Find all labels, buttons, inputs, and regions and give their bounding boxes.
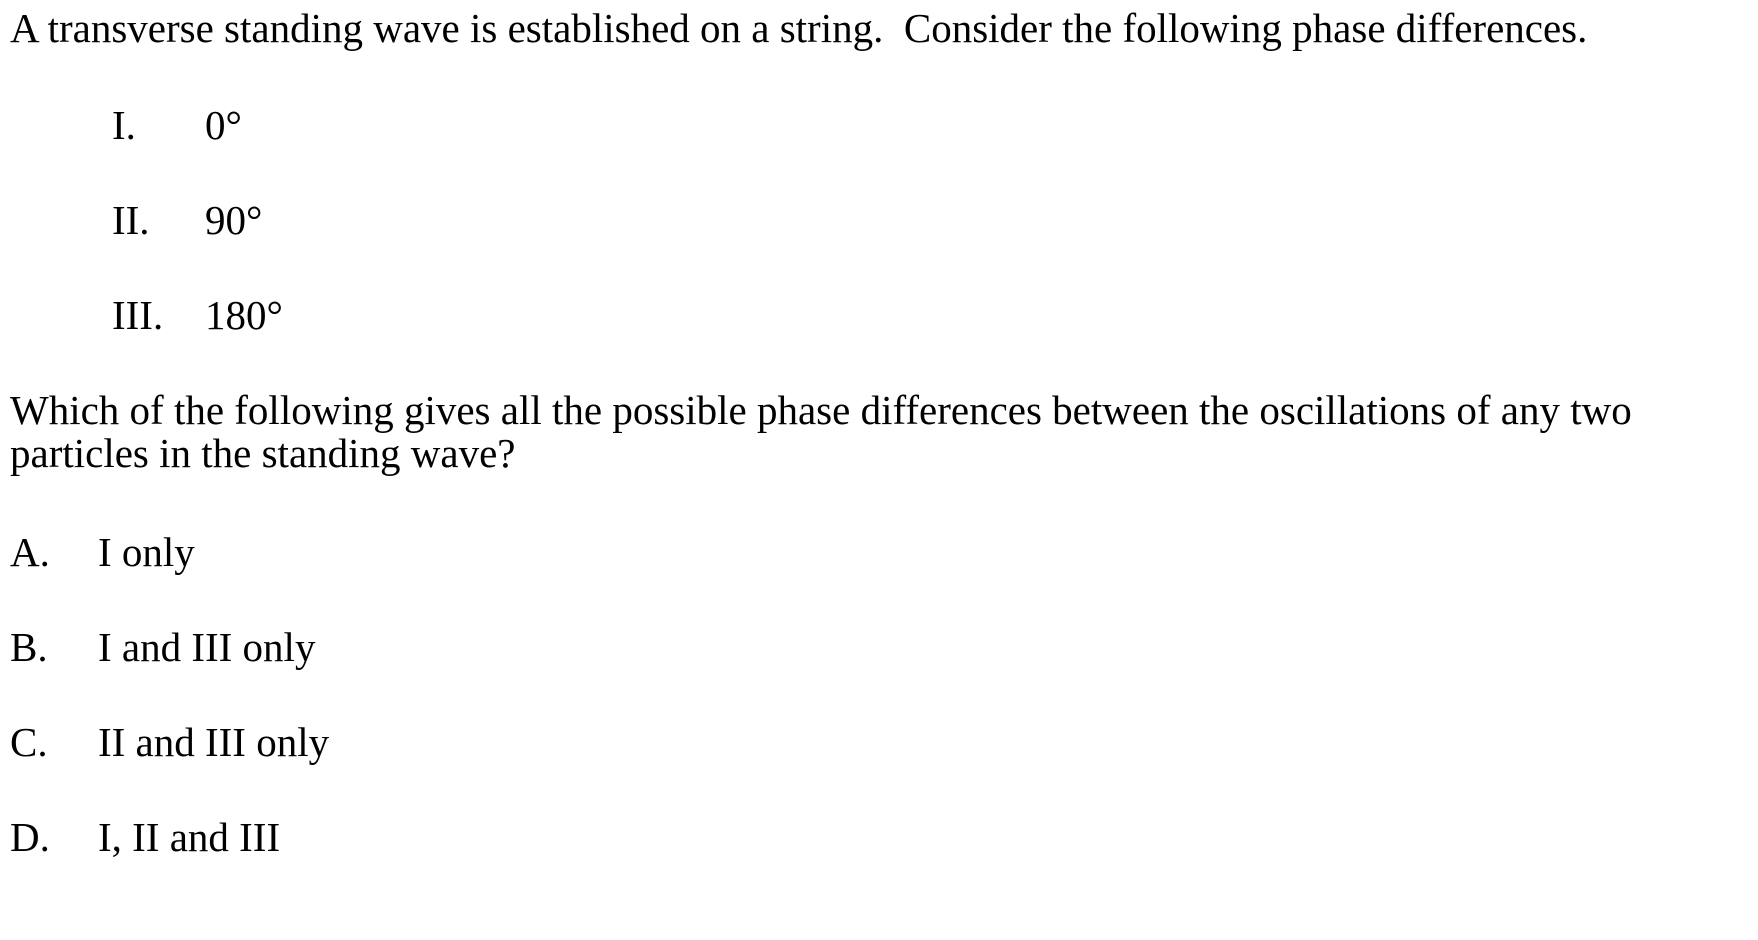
- list-item: [112, 104, 1710, 147]
- roman-numeral: I.: [112, 102, 136, 148]
- phase-value: 0°: [205, 102, 242, 148]
- option-text: II and III only: [98, 719, 330, 765]
- option-letter: A.: [10, 529, 50, 575]
- question-block: [10, 7, 1710, 859]
- phase-value: 180°: [205, 292, 283, 338]
- option-row: [10, 721, 1710, 764]
- option-letter: B.: [10, 624, 48, 670]
- roman-numeral: II.: [112, 197, 150, 243]
- list-item: [112, 294, 1710, 337]
- list-item: [112, 199, 1710, 242]
- option-row: [10, 626, 1710, 669]
- phase-value: 90°: [205, 197, 263, 243]
- phase-difference-list: [10, 104, 1710, 337]
- option-letter: C.: [10, 719, 48, 765]
- option-letter: D.: [10, 814, 50, 860]
- roman-numeral: III.: [112, 292, 164, 338]
- option-text: I and III only: [98, 624, 316, 670]
- question-intro: A transverse standing wave is established on a string. Consider the following phase differences.: [10, 5, 1588, 51]
- option-text: I, II and III: [98, 814, 281, 860]
- option-row: [10, 531, 1710, 574]
- option-row: [10, 816, 1710, 859]
- question-stem: Which of the following gives all the possible phase differences between the oscillations of any two particles in the standing wave?: [10, 387, 1632, 476]
- option-text: I only: [98, 529, 195, 575]
- answer-options: [10, 531, 1710, 859]
